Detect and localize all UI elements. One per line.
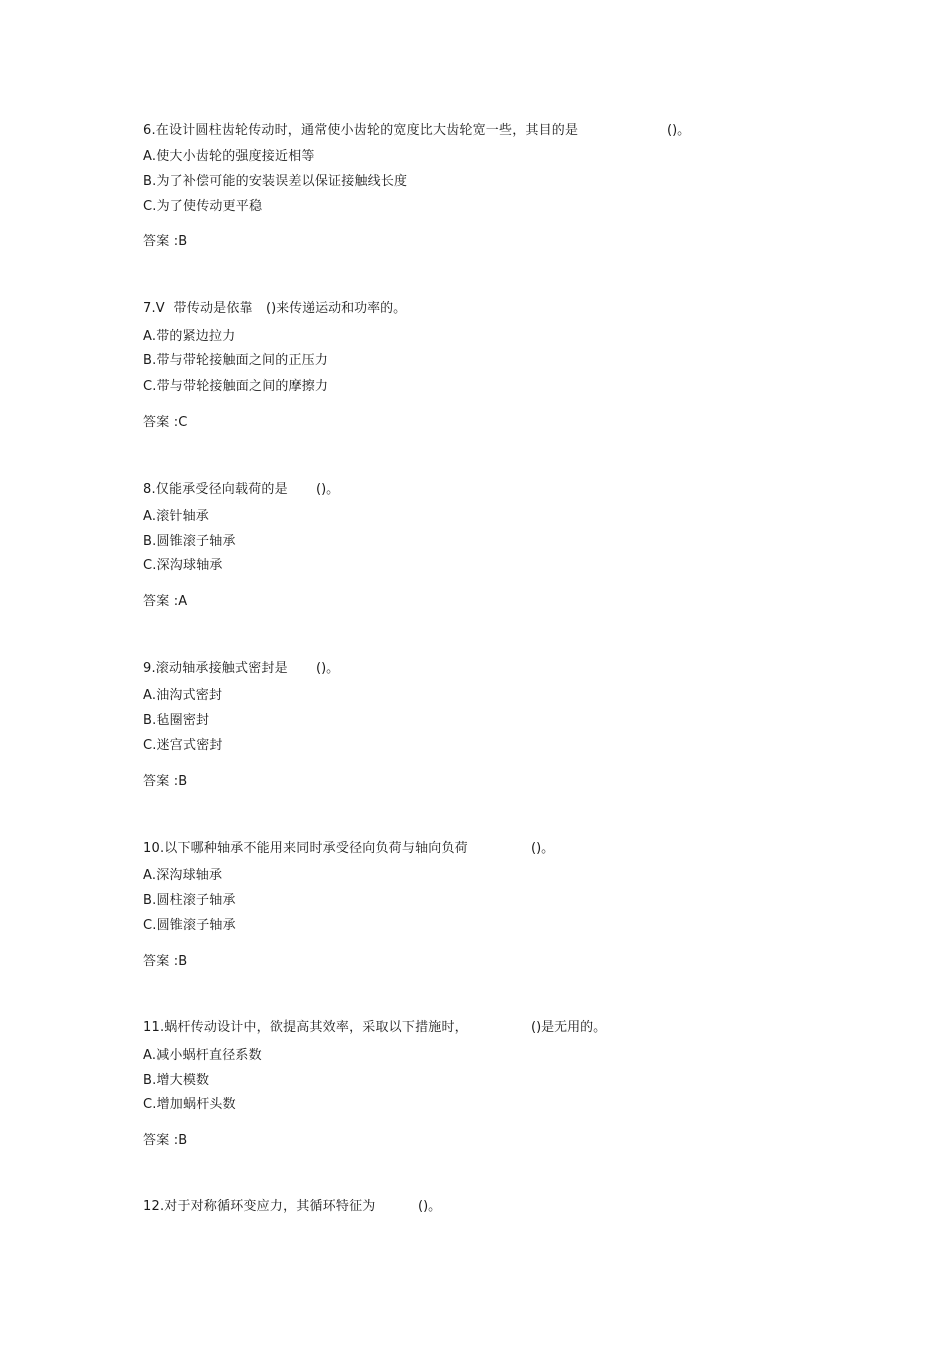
question-6-answer: 答案 :B: [143, 234, 188, 249]
question-12-stem: 12.对于对称循环变应力，其循环特征为: [143, 1199, 376, 1214]
question-6-blank: ()。: [667, 123, 691, 138]
question-7-blank: ()来传递运动和功率的。: [266, 301, 407, 316]
question-10-stem: 10.以下哪种轴承不能用来同时承受径向负荷与轴向负荷: [143, 841, 468, 856]
question-11-stem: 11.蜗杆传动设计中，欲提高其效率，采取以下措施时，: [143, 1020, 468, 1035]
question-12-blank: ()。: [418, 1199, 442, 1214]
question-10-blank: ()。: [531, 841, 555, 856]
question-11-option-b: B.增大模数: [143, 1073, 210, 1088]
question-6-option-a: A.使大小齿轮的强度接近相等: [143, 149, 315, 164]
question-8-blank: ()。: [316, 482, 340, 497]
question-7-option-c: C.带与带轮接触面之间的摩擦力: [143, 379, 329, 394]
question-7-answer: 答案 :C: [143, 415, 188, 430]
question-9-answer: 答案 :B: [143, 774, 188, 789]
question-11-option-a: A.减小蜗杆直径系数: [143, 1048, 262, 1063]
question-8-answer: 答案 :A: [143, 594, 188, 609]
question-7-option-b: B.带与带轮接触面之间的正压力: [143, 353, 329, 368]
question-8-stem: 8.仅能承受径向载荷的是: [143, 482, 288, 497]
question-8-option-c: C.深沟球轴承: [143, 558, 223, 573]
question-10-option-c: C.圆锥滚子轴承: [143, 918, 236, 933]
question-8-option-b: B.圆锥滚子轴承: [143, 534, 236, 549]
question-10-option-a: A.深沟球轴承: [143, 868, 223, 883]
question-6-stem: 6.在设计圆柱齿轮传动时，通常使小齿轮的宽度比大齿轮宽一些，其目的是: [143, 123, 579, 138]
question-11-answer: 答案 :B: [143, 1133, 188, 1148]
question-11-blank: ()是无用的。: [531, 1020, 607, 1035]
question-9-option-a: A.油沟式密封: [143, 688, 223, 703]
question-6-option-c: C.为了使传动更平稳: [143, 199, 263, 214]
question-9-option-b: B.毡圈密封: [143, 713, 210, 728]
question-10-option-b: B.圆柱滚子轴承: [143, 893, 236, 908]
question-11-option-c: C.增加蜗杆头数: [143, 1097, 236, 1112]
question-9-option-c: C.迷宫式密封: [143, 738, 223, 753]
question-6-option-b: B.为了补偿可能的安装误差以保证接触线长度: [143, 174, 408, 189]
question-9-blank: ()。: [316, 661, 340, 676]
question-9-stem: 9.滚动轴承接触式密封是: [143, 661, 288, 676]
question-7-stem: 7.V 带传动是依靠: [143, 301, 253, 316]
question-8-option-a: A.滚针轴承: [143, 509, 209, 524]
question-7-option-a: A.带的紧边拉力: [143, 329, 236, 344]
question-10-answer: 答案 :B: [143, 954, 188, 969]
